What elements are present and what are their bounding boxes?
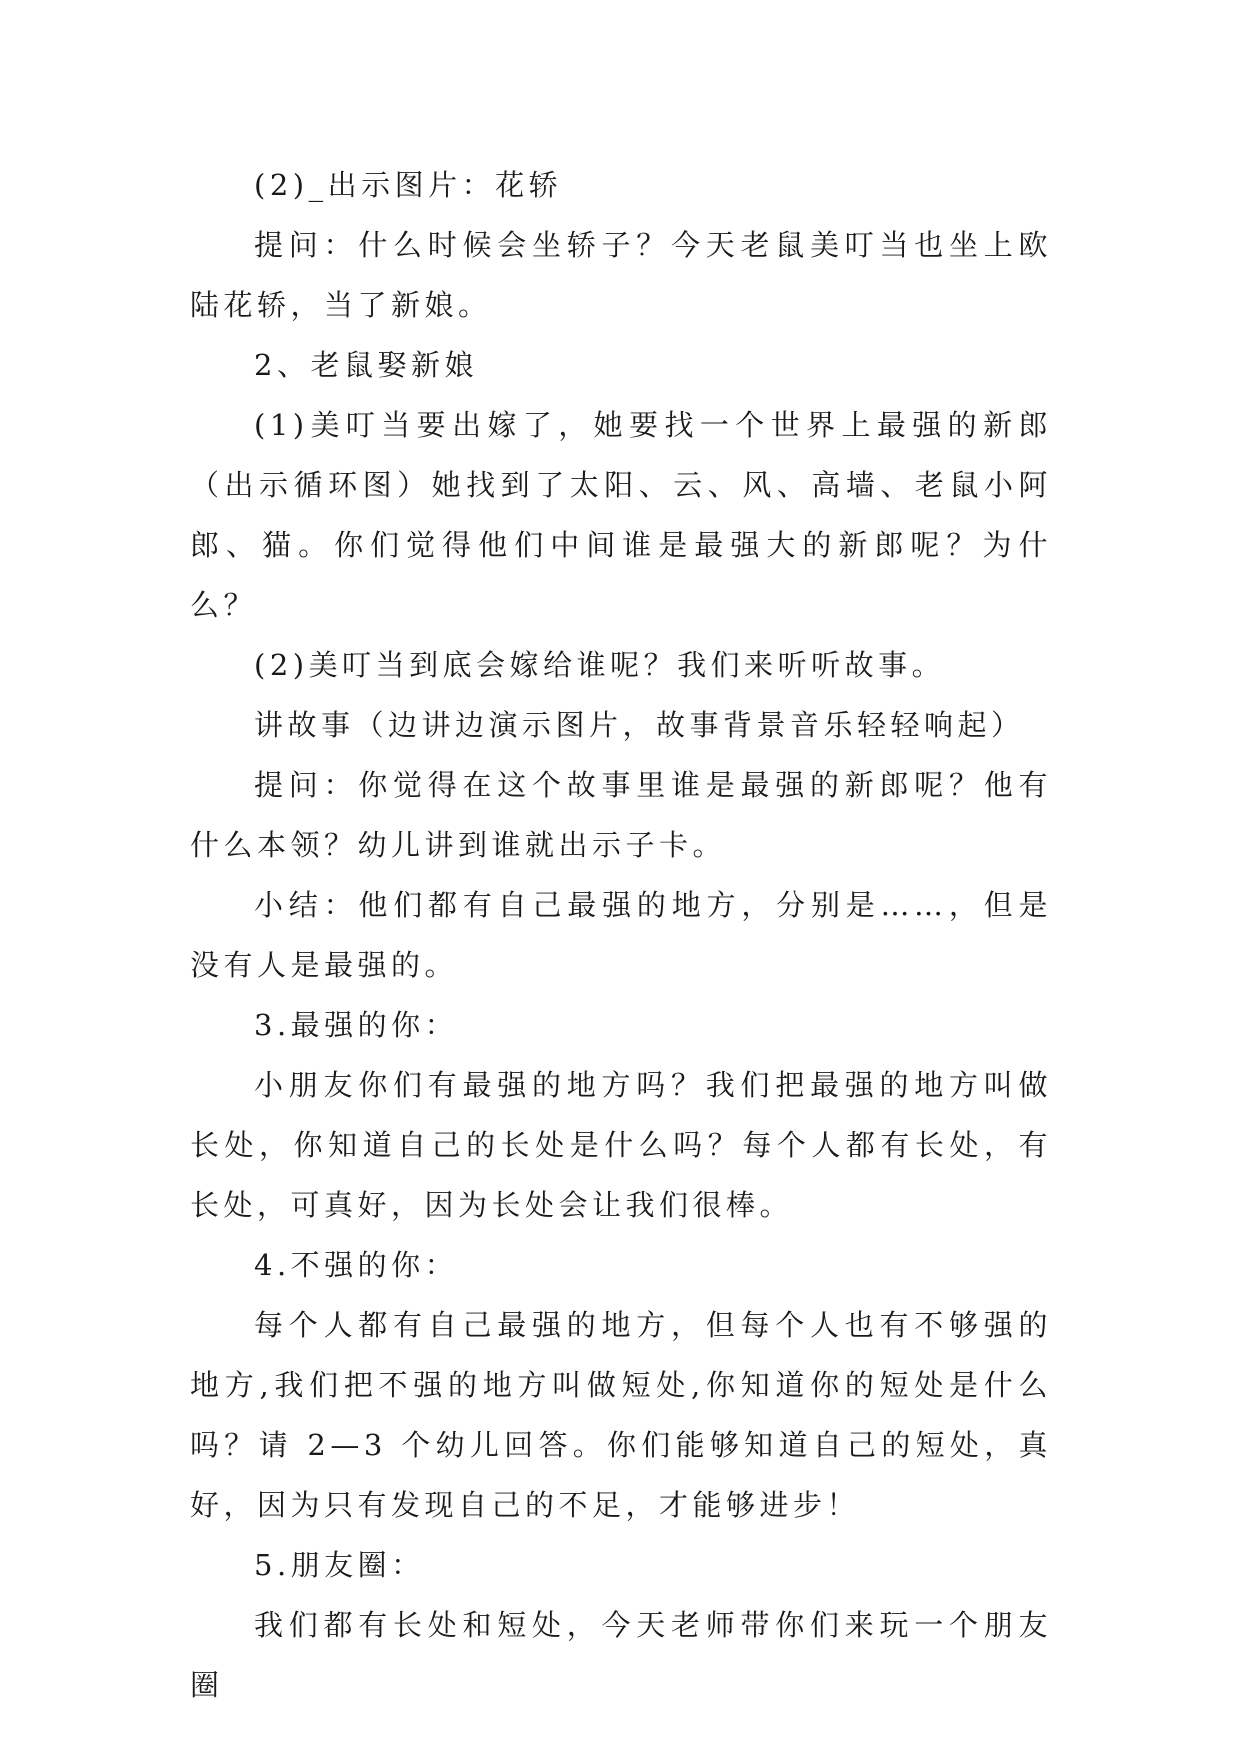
paragraph-strengths: 小朋友你们有最强的地方吗？我们把最强的地方叫做长处，你知道自己的长处是什么吗？每个人都有长处，有长处，可真好，因为长处会让我们很棒。	[190, 1068, 1052, 1222]
paragraph-find-groom: (1)美叮当要出嫁了，她要找一个世界上最强的新郎（出示循环图）她找到了太阳、云、风、高墙、老鼠小阿郎、猫。你们觉得他们中间谁是最强大的新郎呢？为什么？	[190, 408, 1052, 622]
document-body	[190, 155, 1052, 1715]
section-heading-friend-circle: 5.朋友圈：	[254, 1548, 425, 1582]
paragraph-summary: 小结：他们都有自己最强的地方，分别是……，但是没有人是最强的。	[190, 888, 1052, 982]
section-heading-mouse-wedding: 2、老鼠娶新娘	[254, 348, 478, 382]
paragraph-who-to-marry: (2)美叮当到底会嫁给谁呢？我们来听听故事。	[254, 648, 946, 682]
paragraph-question-sedan: 提问：什么时候会坐轿子？今天老鼠美叮当也坐上欧陆花轿，当了新娘。	[190, 228, 1052, 322]
paragraph-show-picture: (2)_出示图片：花轿	[254, 168, 563, 202]
paragraph-tell-story: 讲故事（边讲边演示图片，故事背景音乐轻轻响起）	[254, 708, 1025, 742]
paragraph-weaknesses: 每个人都有自己最强的地方，但每个人也有不够强的地方,我们把不强的地方叫做短处,你知道你的短处是什么吗？请 2—3 个幼儿回答。你们能够知道自己的短处，真好，因为只有发现自己的不足，才能够进步！	[190, 1308, 1052, 1522]
paragraph-question-strongest: 提问：你觉得在这个故事里谁是最强的新郎呢？他有什么本领？幼儿讲到谁就出示子卡。	[190, 768, 1052, 862]
paragraph-friend-circle: 我们都有长处和短处，今天老师带你们来玩一个朋友圈	[190, 1608, 1052, 1702]
section-heading-strongest-you: 3.最强的你：	[254, 1008, 459, 1042]
section-heading-not-strong-you: 4.不强的你：	[254, 1248, 459, 1282]
